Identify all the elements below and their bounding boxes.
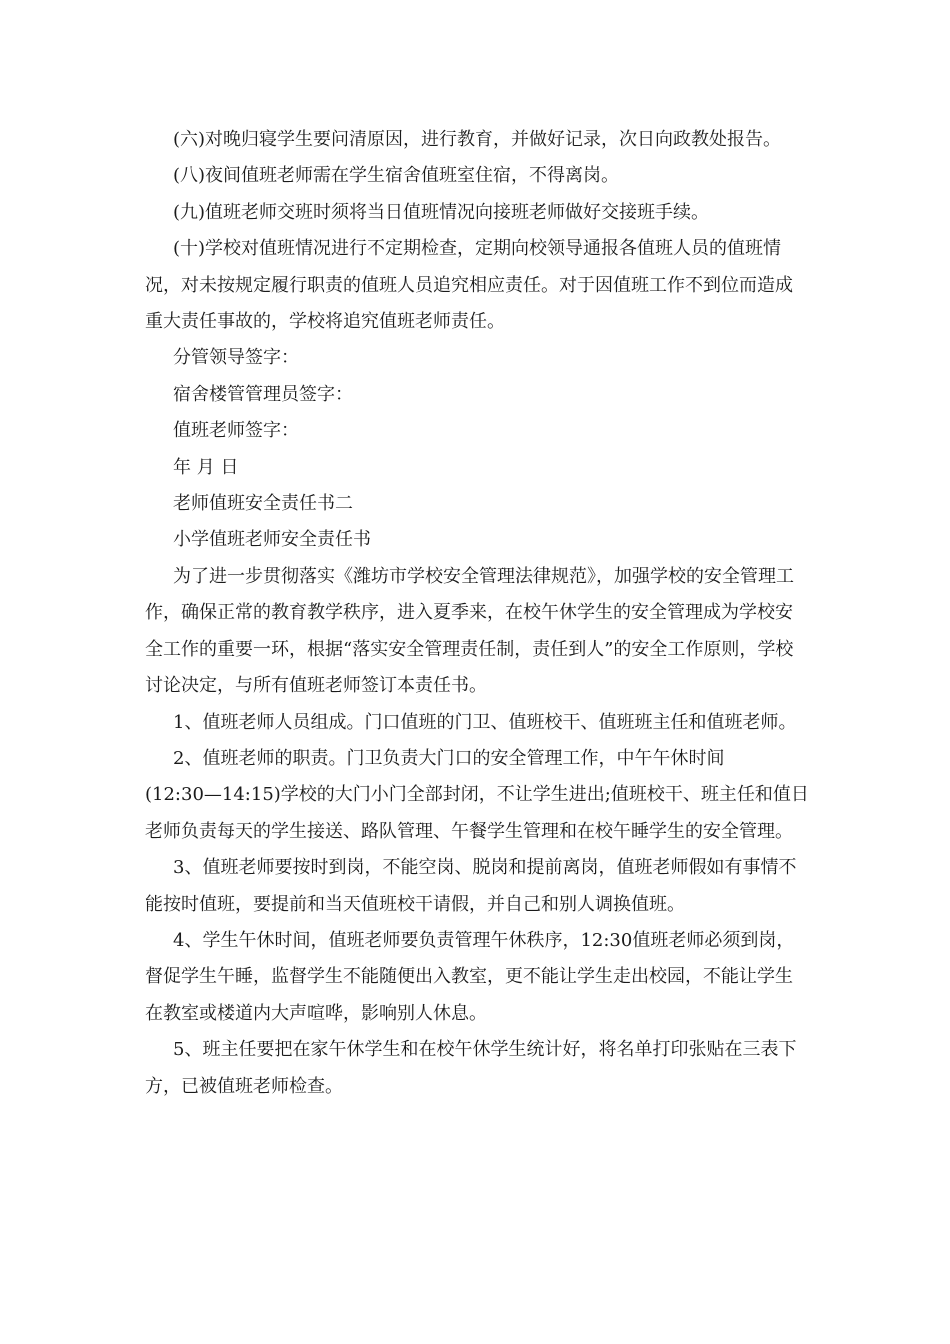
signature-line-dorm-manager: 宿舍楼管管理员签字： [173,383,353,405]
clause-2: 2、值班老师的职责。门卫负责大门口的安全管理工作，中午午休时间 [173,747,725,769]
clause-4: 4、学生午休时间，值班老师要负责管理午休秩序，12:30值班老师必须到岗，督促学生午睡，监督学生不能随便出入教室，更不能让学生走出校园，不能让学生在教室或楼道内大声喧哗，影响别人休息。 [145,929,795,1024]
clause-2-continued: (12:30—14:15)学校的大门小门全部封闭，不让学生进出;值班校干、班主任和值日老师负责每天的学生接送、路队管理、午餐学生管理和在校午睡学生的安全管理。 [145,784,809,842]
clause-3: 3、值班老师要按时到岗，不能空岗、脱岗和提前离岗，值班老师假如有事情不能按时值班，要提前和当天值班校干请假，并自己和别人调换值班。 [145,857,797,915]
signature-line-leader: 分管领导签字： [173,347,299,369]
intro-paragraph: 为了进一步贯彻落实《潍坊市学校安全管理法律规范》，加强学校的安全管理工作，确保正常的教育教学秩序，进入夏季来，在校午休学生的安全管理成为学校安全工作的重要一环，根据“落实安全管理责任制，责任到人”的安全工作原则，学校讨论决定，与所有值班老师签订本责任书。 [145,565,794,697]
paragraph-item-8: (八)夜间值班老师需在学生宿舍值班室住宿，不得离岗。 [173,165,620,187]
signature-line-duty-teacher: 值班老师签字： [173,420,299,442]
clause-5: 5、班主任要把在家午休学生和在校午休学生统计好，将名单打印张贴在三表下方，已被值班老师检查。 [145,1039,797,1097]
document-subtitle: 小学值班老师安全责任书 [173,529,371,551]
document-body [145,122,810,1105]
clause-1: 1、值班老师人员组成。门口值班的门卫、值班校干、值班班主任和值班老师。 [173,711,797,733]
paragraph-item-9: (九)值班老师交班时须将当日值班情况向接班老师做好交接班手续。 [173,201,710,223]
date-line: 年 月 日 [173,456,239,478]
paragraph-item-6: (六)对晚归寝学生要问清原因，进行教育，并做好记录，次日向政教处报告。 [173,129,782,150]
section-title: 老师值班安全责任书二 [173,493,353,515]
paragraph-item-10: (十)学校对值班情况进行不定期检查，定期向校领导通报各值班人员的值班情况，对未按规定履行职责的值班人员追究相应责任。对于因值班工作不到位而造成重大责任事故的，学校将追究值班老师责任。 [145,238,793,333]
